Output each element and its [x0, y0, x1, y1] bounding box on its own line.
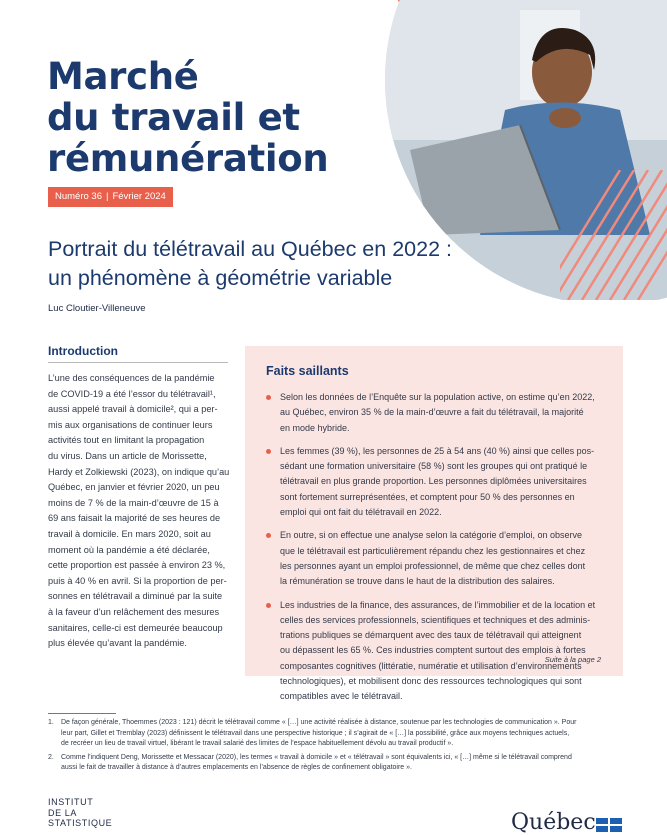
text-line: compatibles avec le télétravail. — [280, 691, 403, 702]
institute-logo-line: STATISTIQUE — [48, 818, 113, 828]
text-line: Hardy et Zolkiewski (2023), on indique qu’au — [48, 466, 230, 477]
article-title — [48, 235, 452, 293]
flag-icon — [596, 818, 622, 832]
text-line: la rémunération se trouve dans le haut de la distribution des salaires. — [280, 576, 555, 587]
continued-link[interactable]: Suite à la page 2 — [544, 655, 601, 664]
highlights-box — [245, 346, 623, 702]
bullet-icon — [266, 533, 271, 538]
institute-logo — [48, 797, 112, 829]
text-line: sonnes en télétravail a diminué par la suite — [48, 591, 223, 602]
highlights-heading: Faits saillants — [266, 364, 349, 378]
article-title-line: Portrait du télétravail au Québec en 2022 : — [48, 237, 452, 261]
text-line: cette proportion est passée à environ 23 %, — [48, 560, 226, 571]
footnote-line: Comme l’indiquent Deng, Morissette et Messacar (2020), les termes « travail à domicile » et « télétravail » sont équivalents ici, « […] même si le télétravail comprend — [61, 753, 572, 761]
author: Luc Cloutier-Villeneuve — [48, 303, 146, 314]
text-line: moment où la pandémie a été déclarée, — [48, 544, 210, 555]
text-line: travail à domicile. En mars 2020, soit au — [48, 528, 211, 539]
introduction-heading: Introduction — [48, 344, 118, 358]
introduction-text — [48, 371, 230, 652]
government-logo: Québec — [511, 810, 596, 835]
footnote-number: 1. — [48, 719, 54, 726]
highlight-item — [266, 390, 611, 436]
bullet-icon — [266, 603, 271, 608]
publication-title — [47, 56, 328, 179]
text-line: télétravail en plus grande proportion. Les personnes diplômées universitaires — [280, 476, 587, 487]
text-line: Selon les données de l’Enquête sur la population active, on estime qu’en 2022, — [280, 392, 595, 402]
highlight-item — [266, 528, 611, 589]
issue-number: Numéro 36 — [55, 191, 102, 202]
footnote-line: aussi le fait de travailler à distance à d’autres emplacements en l’absence de règles de confinement obligatoire ». — [61, 764, 412, 771]
text-line: sont fortement surreprésentées, et comptent pour 50 % des personnes en — [280, 491, 575, 502]
text-line: au Québec, environ 35 % de la main-d’œuvre a fait du télétravail, la majorité — [280, 407, 584, 418]
text-line: activités tout en limitant la propagation — [48, 435, 205, 446]
text-line: de COVID-19 a été l’essor du télétravail¹, — [48, 388, 216, 399]
text-line: sédant une formation universitaire (58 %) sont les groupes qui ont pratiqué le — [280, 461, 588, 472]
title-line: Marché — [47, 55, 199, 98]
text-line: Québec, en janvier et février 2020, un peu — [48, 482, 220, 493]
text-line: L’une des conséquences de la pandémie — [48, 373, 215, 383]
text-line: plus élevée qu’avant la pandémie. — [48, 638, 187, 649]
text-line: à la faveur d’un relâchement des mesures — [48, 606, 220, 617]
bullet-icon — [266, 395, 271, 400]
title-line: du travail et — [47, 96, 300, 139]
text-line: emploi qui ont fait du télétravail en 2022. — [280, 507, 442, 518]
article-title-line: un phénomène à géométrie variable — [48, 266, 393, 290]
footnote — [48, 753, 628, 774]
issue-date: Février 2024 — [112, 191, 166, 202]
bullet-icon — [266, 449, 271, 454]
text-line: composantes cognitives (littératie, numératie et utilisation d’environnements — [280, 660, 582, 671]
text-line: mis aux organisations de continuer leurs — [48, 419, 213, 430]
text-line: trations publiques se démarquent avec des taux de télétravail qui atteignent — [280, 630, 582, 641]
highlight-item — [266, 444, 611, 520]
text-line: Les femmes (39 %), les personnes de 25 à 54 ans (40 %) ainsi que celles pos- — [280, 445, 595, 456]
text-line: En outre, si on effectue une analyse selon la catégorie d’emploi, on observe — [280, 530, 583, 541]
footnote-number: 2. — [48, 753, 54, 761]
text-line: Les industries de la finance, des assurances, de l’immobilier et de la location et — [280, 599, 596, 610]
footnote-line: de recréer un lieu de travail virtuel, libérant le travail salarié des limites de l’espace habituellement dévolu au travail productif ». — [61, 740, 454, 747]
text-line: les personnes ayant un emploi professionnel, de même que chez celles dont — [280, 560, 586, 571]
institute-logo-line: INSTITUT — [48, 797, 94, 807]
text-line: 69 ans faisait la majorité de ses heures de — [48, 513, 221, 524]
institute-logo-line: DE LA — [48, 807, 78, 818]
text-line: aussi appelé travail à domicile², qui a per- — [48, 404, 218, 415]
issue-badge — [48, 187, 173, 207]
text-line: en mode hybride. — [280, 422, 350, 433]
footnote-line: leur part, Gillet et Tremblay (2023) définissent le télétravail dans une perspective historique ; il s’agirait de « […] la possibilité, grâce aux moyens techniques actuels, — [61, 729, 570, 737]
text-line: sanitaires, celle-ci est demeurée beaucoup — [48, 622, 223, 633]
footnote-line: De façon générale, Thoemmes (2023 : 121) décrit le télétravail comme « […] une activité réalisée à distance, soutenue par les technologies de communication ». Pour — [61, 719, 577, 726]
text-line: du virus. Dans un article de Morissette, — [48, 450, 207, 461]
footnote — [48, 718, 628, 750]
footnote-divider — [48, 713, 116, 714]
title-line: rémunération — [47, 137, 329, 180]
text-line: moins de 7 % de la main-d’œuvre de 15 à — [48, 497, 219, 508]
highlight-item — [266, 598, 611, 705]
text-line: ou dépassent les 65 %. Ces industries comptent surtout des emplois à fortes — [280, 645, 586, 656]
footnotes — [48, 718, 628, 777]
text-line: que le télétravail est particulièrement répandu chez les gestionnaires et chez — [280, 545, 586, 556]
text-line: puis à 40 % en avril. Si la proportion de per- — [48, 575, 227, 586]
text-line: celles des services professionnels, scientifiques et techniques et des adminis- — [280, 614, 591, 625]
issue-separator: | — [106, 191, 109, 202]
divider — [48, 362, 228, 363]
text-line: technologiques), et mobilisent donc des ressources technologiques qui sont — [280, 676, 582, 687]
